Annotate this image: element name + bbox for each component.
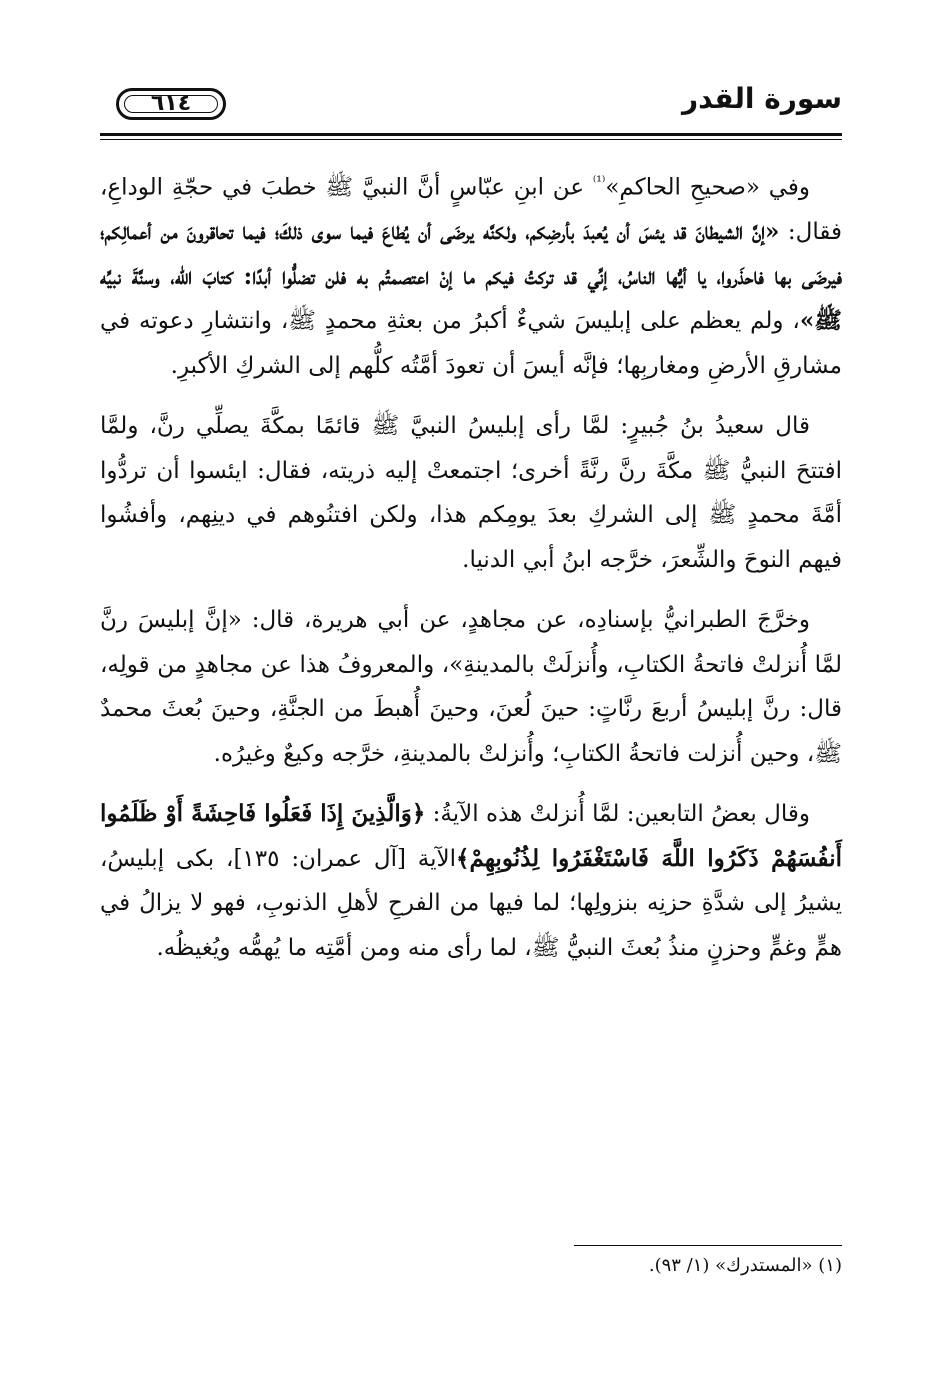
footnote: (١) «المستدرك» (١/ ٩٣).	[648, 1255, 842, 1276]
paragraph-4	[100, 792, 842, 970]
page-number: ٦١٤	[150, 91, 192, 116]
text-segment: عن ابنِ عبّاسٍ أنَّ النبيَّ ﷺ خطبَ في حجّةِ الوداعِ، فقال:	[100, 174, 842, 246]
footnote-marker: ⁽¹⁾	[592, 174, 606, 190]
page-header	[100, 78, 842, 130]
text-segment: قال سعيدُ بنُ جُبيرٍ: لمَّا رأى إبليسُ النبيَّ ﷺ قائمًا بمكَّةَ يصلِّي رنَّ، ولمَّا افتتحَ النبيُّ ﷺ مكَّةَ رنَّ رنَّةً أخرى؛ اجتمعتْ إليه ذريته، فقال: ايئسوا أن تردُّوا أمَّةَ محمدٍ ﷺ إلى الشركِ بعدَ يومِكم هذا، ولكن افتنُوهم في دينِهم، وأفشُوا فيهم النوحَ والشِّعرَ، خرَّجه ابنُ أبي الدنيا.	[100, 413, 842, 573]
header-divider	[100, 133, 842, 136]
text-segment: وفي «صحيحِ الحاكمِ»	[605, 174, 810, 201]
page-number-badge	[116, 88, 226, 120]
paragraph-3	[100, 598, 842, 776]
footnote-divider	[574, 1245, 842, 1246]
paragraph-1	[100, 160, 842, 388]
text-segment: وقال بعضُ التابعين: لمَّا أُنزلتْ هذه الآيةُ:	[425, 801, 810, 828]
quran-verse: ﴿وَالَّذِينَ إِذَا فَعَلُوا فَاحِشَةً أَوْ ظَلَمُوا أَنفُسَهُمْ ذَكَرُوا اللَّهَ فَاسْتَغْفَرُوا لِذُنُوبِهِمْ﴾	[100, 800, 842, 872]
text-segment: وخرَّجَ الطبرانيُّ بإسنادِه، عن مجاهدٍ، عن أبي هريرة، قال: «إنَّ إبليسَ رنَّ لمَّا أُنزلتْ فاتحةُ الكتابِ، وأُنزلَتْ بالمدينةِ»، والمعروفُ هذا عن مجاهدٍ من قولِه، قال: رنَّ إبليسُ أربعَ رنَّاتٍ: حينَ لُعنَ، وحينَ أُهبطَ من الجنَّةِ، وحينَ بُعثَ محمدٌ ﷺ، وحين أُنزلت فاتحةُ الكتابِ؛ وأُنزلتْ بالمدينةِ، خرَّجه وكيعٌ وغيرُه.	[100, 607, 842, 767]
paragraph-2	[100, 404, 842, 582]
text-segment: ، ولم يعظم على إبليسَ شيءٌ أكبرُ من بعثةِ محمدٍ ﷺ، وانتشارِ دعوته في مشارقِ الأرضِ ومغاربِها؛ فإنَّه أيسَ أن تعودَ أمَّتُه كلُّهم إلى الشركِ الأكبرِ.	[100, 308, 842, 379]
main-text	[100, 160, 842, 986]
header-divider-thin	[100, 139, 842, 140]
surah-title: سورة القدر	[681, 82, 842, 115]
text-segment: الآية [آل عمران: ١٣٥]، بكى إبليسُ، يشيرُ إلى شدَّةِ حزنِه بنزولِها؛ لما فيها من الفرحِ لأهلِ الذنوبِ، فهو لا يزالُ في همٍّ وغمٍّ وحزنٍ منذُ بُعثَ النبيُّ ﷺ، لما رأى منه ومن أمَّتِه ما يُهمُّه ويُغيظُه.	[100, 845, 842, 961]
hadith-quote: «إنَّ الشيطانَ قد يئسَ أن يُعبدَ بأرضِكم، ولكنَّه يرضَى أن يُطاعَ فيما سوى ذلكَ؛ فيما تحاقرونَ من أعمالِكم؛ فيرضَى بها فاحذَروا، يا أيُّها الناسُ، إنِّي قد تركتُ فيكم ما إنْ اعتصمتُم به فلن تضلُّوا أبدًا: كتابَ اللّه، وسنَّةَ نبيِّه ﷺ»	[100, 218, 842, 335]
